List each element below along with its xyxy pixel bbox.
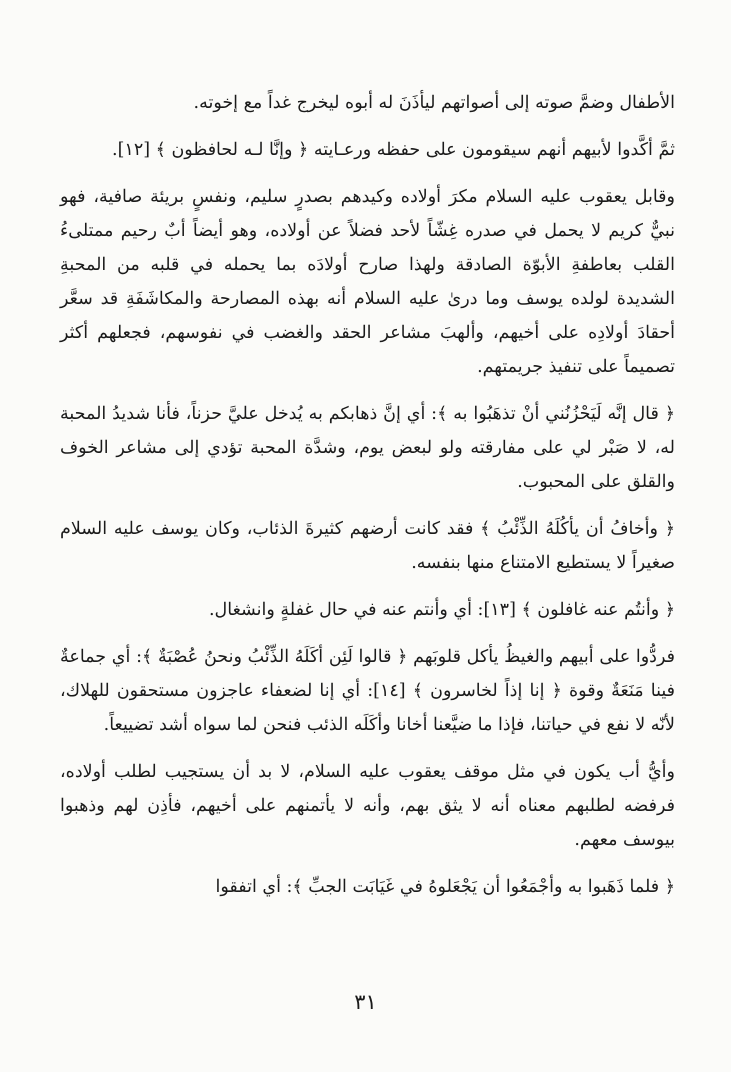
paragraph-8: وأيُّ أب يكون في مثل موقف يعقوب عليه السلام، لا بد أن يستجيب لطلب أولاده، فرفضه لطلبهم معناه أنه لا يثق بهم، وأنه لا يأتمنهم على أخيهم، فأذِن لهم وذهبوا بيوسف معهم. [60,762,675,850]
paragraph-4: ﴿ قال إنَّه لَيَحْزُنُني أنْ تذهَبُوا به ﴾: أي إنَّ ذهابكم به يُدخل عليَّ حزناً، فأنا شديدُ المحبة له، لا صَبْر لي على مفارقته ولو لبعض يوم، وشدَّة المحبة تؤدي إلى مشاعر الخوف والقلق على المحبوب. [60,404,675,492]
paragraph-3: وقابل يعقوب عليه السلام مكرَ أولاده وكيدهم بصدرٍ سليم، ونفسٍ بريئة صافية، فهو نبيٌّ كريم لا يحمل في صدره غِشّاً لأحد فضلاً عن أولاده، وهو أيضاً أبٌ رحيم ممتلىءُ القلب بعاطفةِ الأبوّة الصادقة ولهذا صارح أولادَه بما يحمله في قلبه من المحبةِ الشديدة لولده يوسف وما درىٰ عليه السلام أنه بهذه المصارحة والمكاشَفَةِ قد سعَّر أحقادَ أولادِه على أخيهم، وألهبَ مشاعر الحقد والغضب في نفوسهم، فجعلهم أكثر تصميماً على تنفيذ جريمتهم. [60,187,675,377]
paragraph-9: ﴿ فلما ذَهَبوا به وأجْمَعُوا أن يَجْعَلوهُ في غَيَابَت الجبِّ ﴾: أي اتفقوا [215,877,675,897]
paragraph-5: ﴿ وأخافُ أن يأكُلَهُ الذِّئْبُ ﴾ فقد كانت أرضهم كثيرةَ الذئاب، وكان يوسف عليه السلام صغيراً لا يستطيع الامتناع منها بنفسه. [60,519,675,573]
paragraph-6: ﴿ وأنتُم عنه غافلون ﴾ [١٣]: أي وأنتم عنه في حال غفلةٍ وانشغال. [208,600,675,620]
paragraph-1: الأطفال وضمَّ صوته إلى أصواتهم ليأذَنَ له أبوه ليخرج غداً مع إخوته. [193,93,675,113]
paragraph-2: ثمَّ أكَّدوا لأبيهم أنهم سيقومون على حفظه ورعـايته ﴿ وإنَّا لـه لحافظون ﴾ [١٢]. [112,140,675,160]
body-text [60,86,675,904]
page-number: ٣١ [354,990,377,1014]
paragraph-7: فردُّوا على أبيهم والغيظُ يأكل قلوبَهم ﴿ قالوا لَئِن أكَلَهُ الذِّئْبُ ونحنُ عُصْبَةٌ ﴾: أي جماعةٌ فينا مَنَعَةٌ وقوة ﴿ إنا إذاً لخاسرون ﴾ [١٤]: أي إنا لضعفاء عاجزون مستحقون للهلاك، لأنّه لا نفع في حياتنا، فإذا ما ضيَّعنا أخانا وأكَلَه الذئب فنحن لما سواه أشد تضييعاً. [60,647,675,735]
